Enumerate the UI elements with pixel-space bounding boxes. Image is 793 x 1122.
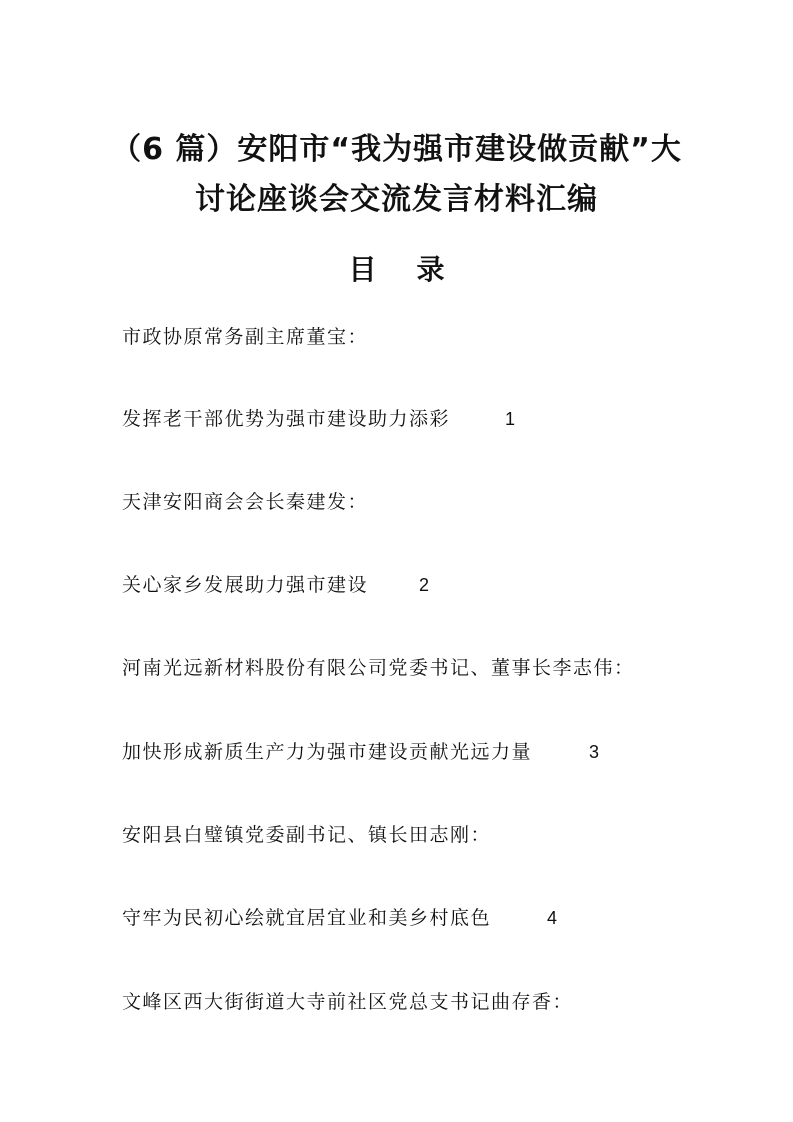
- toc-page-3: 3: [589, 742, 600, 762]
- toc-speaker-1: 市政协原常务副主席董宝：: [122, 326, 369, 348]
- document-title-line-2: 讨论座谈会交流发言材料汇编: [195, 182, 598, 217]
- toc-title-3: 加快形成新质生产力为强市建设贡献光远力量: [122, 741, 533, 763]
- toc-page-2: 2: [419, 575, 430, 595]
- toc-speaker-2: 天津安阳商会会长秦建发：: [122, 491, 369, 513]
- toc-speaker-5: 文峰区西大街街道大寺前社区党总支书记曲存香：: [122, 991, 574, 1013]
- toc-heading-left: 目: [348, 253, 377, 286]
- toc-title-1: 发挥老干部优势为强市建设助力添彩: [122, 408, 451, 430]
- toc-page-1: 1: [505, 409, 516, 429]
- toc-title-4: 守牢为民初心绘就宜居宜业和美乡村底色: [122, 907, 492, 929]
- toc-speaker-4: 安阳县白璧镇党委副书记、镇长田志刚：: [122, 824, 492, 846]
- toc-speaker-3: 河南光远新材料股份有限公司党委书记、董事长李志伟：: [122, 657, 635, 679]
- toc-page-4: 4: [547, 908, 558, 928]
- document-title-line-1: （6 篇）安阳市“我为强市建设做贡献”大: [111, 132, 682, 167]
- toc-heading-right: 录: [416, 253, 445, 286]
- toc-heading: [0, 248, 793, 288]
- toc-title-2: 关心家乡发展助力强市建设: [122, 574, 369, 596]
